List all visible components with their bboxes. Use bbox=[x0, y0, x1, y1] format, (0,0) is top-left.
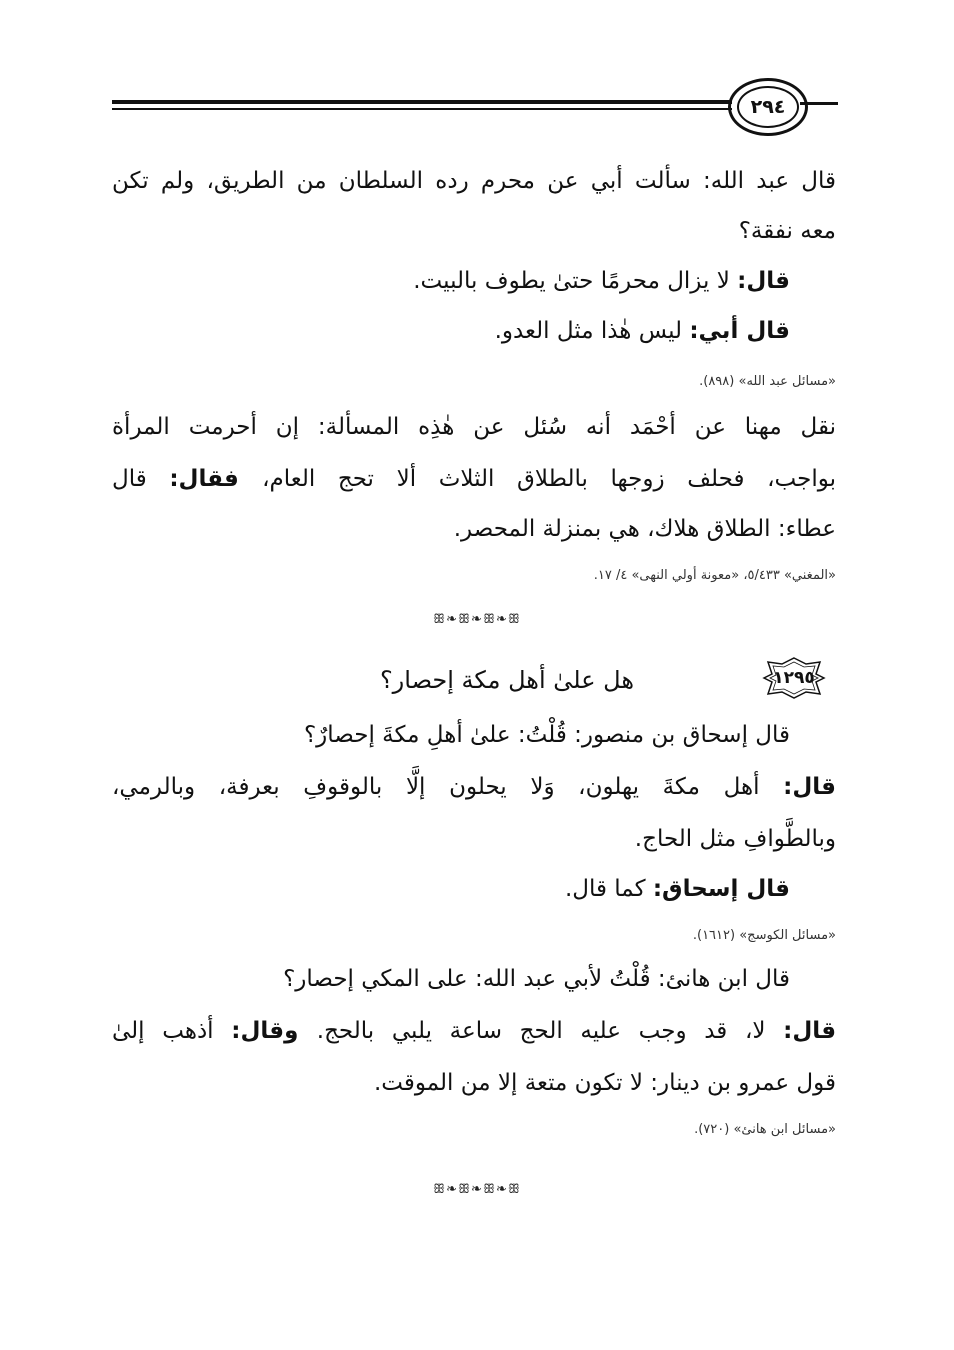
block3-reference: «مسائل الكوسج» (١٦١٢). bbox=[692, 928, 836, 943]
block1-line2: معه نفقة؟ bbox=[738, 218, 836, 244]
block1-reference: «مسائل عبد الله» (٨٩٨). bbox=[699, 374, 836, 389]
speaker-label: قال أبي: bbox=[689, 318, 790, 344]
block4-reference: «مسائل ابن هانئ» (٧٢٠). bbox=[694, 1122, 836, 1137]
header-rule-thin bbox=[112, 108, 732, 110]
block4-line1: قال ابن هانئ: قُلْتُ لأبي عبد الله: على المكي إحصار؟ bbox=[283, 966, 790, 992]
block3-line3: وبالطَّوافِ مثل الحاج. bbox=[634, 826, 836, 852]
answer-text: كما قال. bbox=[564, 876, 653, 902]
speaker-label: قال: bbox=[783, 774, 836, 800]
section-number: ١٢٩٥ bbox=[773, 668, 815, 688]
block2-reference: «المغني» ٥/٤٣٣، «معونة أولي النهى» ٤/ ١٧. bbox=[593, 568, 836, 583]
speaker-label: فقال: bbox=[169, 466, 263, 492]
answer-text: لا يزال محرمًا حتىٰ يطوف بالبيت. bbox=[413, 268, 738, 294]
ornamental-separator-bottom: ꕥ❧ꕥ❧ꕥ❧ꕥ bbox=[433, 1182, 521, 1197]
block2-line3: عطاء: الطلاق هلاك، هي بمنزلة المحصر. bbox=[453, 516, 836, 542]
page-number-frame bbox=[728, 78, 808, 136]
block4-line3: قول عمرو بن دينار: لا تكون متعة إلا من الموقت. bbox=[373, 1070, 836, 1096]
block2-line2-text: بواجب، فحلف زوجها بالطلاق الثلاث ألا تحج العام، bbox=[262, 466, 836, 492]
block3-line2 bbox=[112, 770, 836, 804]
block3-line4 bbox=[565, 872, 790, 906]
block2-line1: نقل مهنا عن أحْمَد أنه سُئل عن هٰذِه المسألة: إن أحرمت المرأة bbox=[112, 414, 836, 440]
section-title: هل علىٰ أهل مكة إحصار؟ bbox=[379, 666, 634, 694]
block1-line3 bbox=[413, 264, 790, 298]
answer-text: ليس هٰذا مثل العدو. bbox=[494, 318, 690, 344]
speaker-label: قال: bbox=[783, 1018, 837, 1044]
block4-line2-end: أذهب إلىٰ bbox=[112, 1018, 232, 1044]
block1-line4 bbox=[495, 314, 790, 348]
block1-line1: قال عبد الله: سألت أبي عن محرم رده السلطان من الطريق، ولم تكن bbox=[112, 168, 836, 194]
answer-text: أهل مكةَ يهلون، وَلا يحلون إلَّا بالوقوفِ بعرفة، وبالرمي، bbox=[112, 774, 784, 800]
section-number-badge bbox=[762, 656, 826, 700]
speaker-label: قال إسحاق: bbox=[652, 876, 790, 902]
block4-line2 bbox=[112, 1014, 836, 1048]
block2-line2-end: قال bbox=[112, 466, 170, 492]
speaker-label-2: وقال: bbox=[231, 1018, 317, 1044]
answer-text: لا، قد وجب عليه الحج ساعة يلبي بالحج. bbox=[316, 1018, 784, 1044]
block3-line1: قال إسحاق بن منصور: قُلْتُ: علىٰ أهلِ مكةَ إحصارٌ؟ bbox=[303, 722, 790, 748]
header-rule-thick bbox=[112, 100, 732, 104]
ornamental-separator: ꕥ❧ꕥ❧ꕥ❧ꕥ bbox=[433, 612, 521, 627]
page-number: ٢٩٤ bbox=[737, 86, 799, 128]
speaker-label: قال: bbox=[737, 268, 790, 294]
block2-line2 bbox=[112, 462, 836, 496]
